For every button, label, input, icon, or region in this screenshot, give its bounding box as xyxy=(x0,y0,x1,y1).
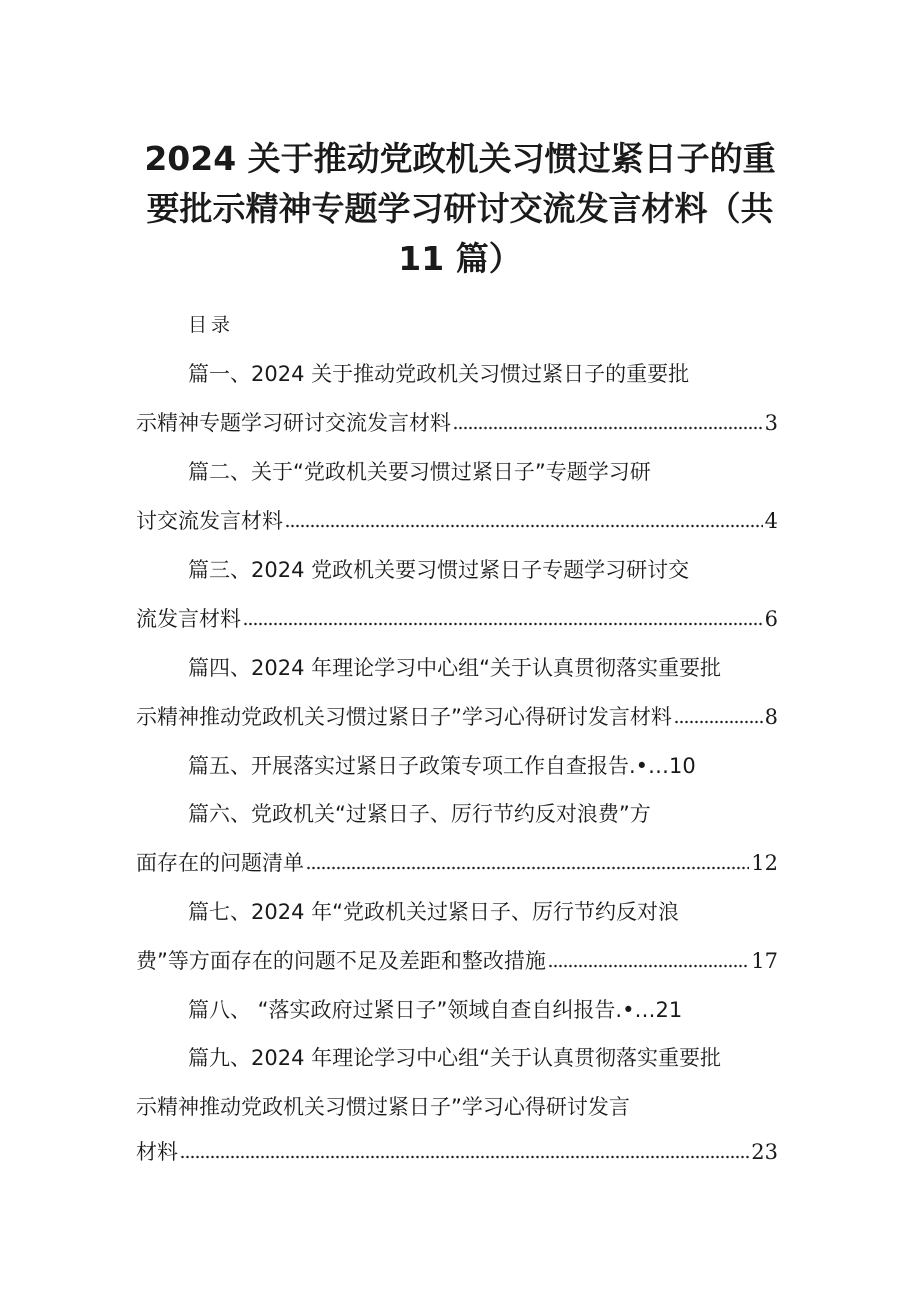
dot-leader xyxy=(243,604,763,626)
document-title xyxy=(120,134,800,284)
toc-entry-9-line-1[interactable]: 篇九、2024 年理论学习中心组“关于认真贯彻落实重要批 xyxy=(188,1046,721,1070)
dot-leader xyxy=(674,702,763,724)
dot-leader xyxy=(180,1137,749,1159)
toc-entry-2-line-1[interactable]: 篇二、关于“党政机关要习惯过紧日子”专题学习研 xyxy=(188,460,651,484)
toc-page-number: 6 xyxy=(764,607,778,631)
toc-entry-3-line-2[interactable] xyxy=(136,604,778,634)
dot-leader xyxy=(306,848,749,870)
toc-entry-9-line-3[interactable] xyxy=(136,1137,778,1167)
title-line-1: 2024 关于推动党政机关习惯过紧日子的重 xyxy=(144,139,776,178)
toc-page-number: 17 xyxy=(751,949,778,973)
toc-entry-9-line-2[interactable]: 示精神推动党政机关习惯过紧日子”学习心得研讨发言 xyxy=(136,1095,630,1119)
toc-page-number: 3 xyxy=(764,411,778,435)
toc-entry-text: 流发言材料 xyxy=(136,607,241,631)
toc-entry-1-line-2[interactable] xyxy=(136,408,778,438)
title-line-2: 要批示精神专题学习研讨交流发言材料（共 xyxy=(146,189,774,228)
toc-entry-8-line-1[interactable]: 篇八、 “落实政府过紧日子”领域自查自纠报告.•…21 xyxy=(188,998,683,1022)
toc-entry-7-line-2[interactable] xyxy=(136,946,778,976)
toc-entry-text: 材料 xyxy=(136,1140,178,1164)
dot-leader xyxy=(285,506,763,528)
toc-entry-5-line-1[interactable]: 篇五、开展落实过紧日子政策专项工作自查报告.•…10 xyxy=(188,754,696,778)
toc-heading: 目录 xyxy=(188,314,235,336)
toc-entry-6-line-2[interactable] xyxy=(136,848,778,878)
toc-entry-6-line-1[interactable]: 篇六、党政机关“过紧日子、厉行节约反对浪费”方 xyxy=(188,802,651,826)
toc-entry-4-line-1[interactable]: 篇四、2024 年理论学习中心组“关于认真贯彻落实重要批 xyxy=(188,656,721,680)
toc-entry-text: 费”等方面存在的问题不足及差距和整改措施 xyxy=(136,949,546,973)
toc-entry-3-line-1[interactable]: 篇三、2024 党政机关要习惯过紧日子专题学习研讨交 xyxy=(188,558,690,582)
dot-leader xyxy=(548,946,749,968)
toc-entry-text: 面存在的问题清单 xyxy=(136,851,304,875)
toc-entry-text: 示精神专题学习研讨交流发言材料 xyxy=(136,411,451,435)
dot-leader xyxy=(453,408,763,430)
toc-page-number: 12 xyxy=(751,851,778,875)
toc-entry-1-line-1[interactable]: 篇一、2024 关于推动党政机关习惯过紧日子的重要批 xyxy=(188,362,690,386)
toc-entry-2-line-2[interactable] xyxy=(136,506,778,536)
toc-page-number: 8 xyxy=(764,705,778,729)
toc-entry-text: 讨交流发言材料 xyxy=(136,509,283,533)
title-line-3: 11 篇） xyxy=(398,239,522,278)
toc-entry-text: 示精神推动党政机关习惯过紧日子”学习心得研讨发言材料 xyxy=(136,705,672,729)
toc-page-number: 4 xyxy=(764,509,778,533)
toc-entry-7-line-1[interactable]: 篇七、2024 年“党政机关过紧日子、厉行节约反对浪 xyxy=(188,900,679,924)
toc-entry-4-line-2[interactable] xyxy=(136,702,778,732)
toc-page-number: 23 xyxy=(751,1140,778,1164)
